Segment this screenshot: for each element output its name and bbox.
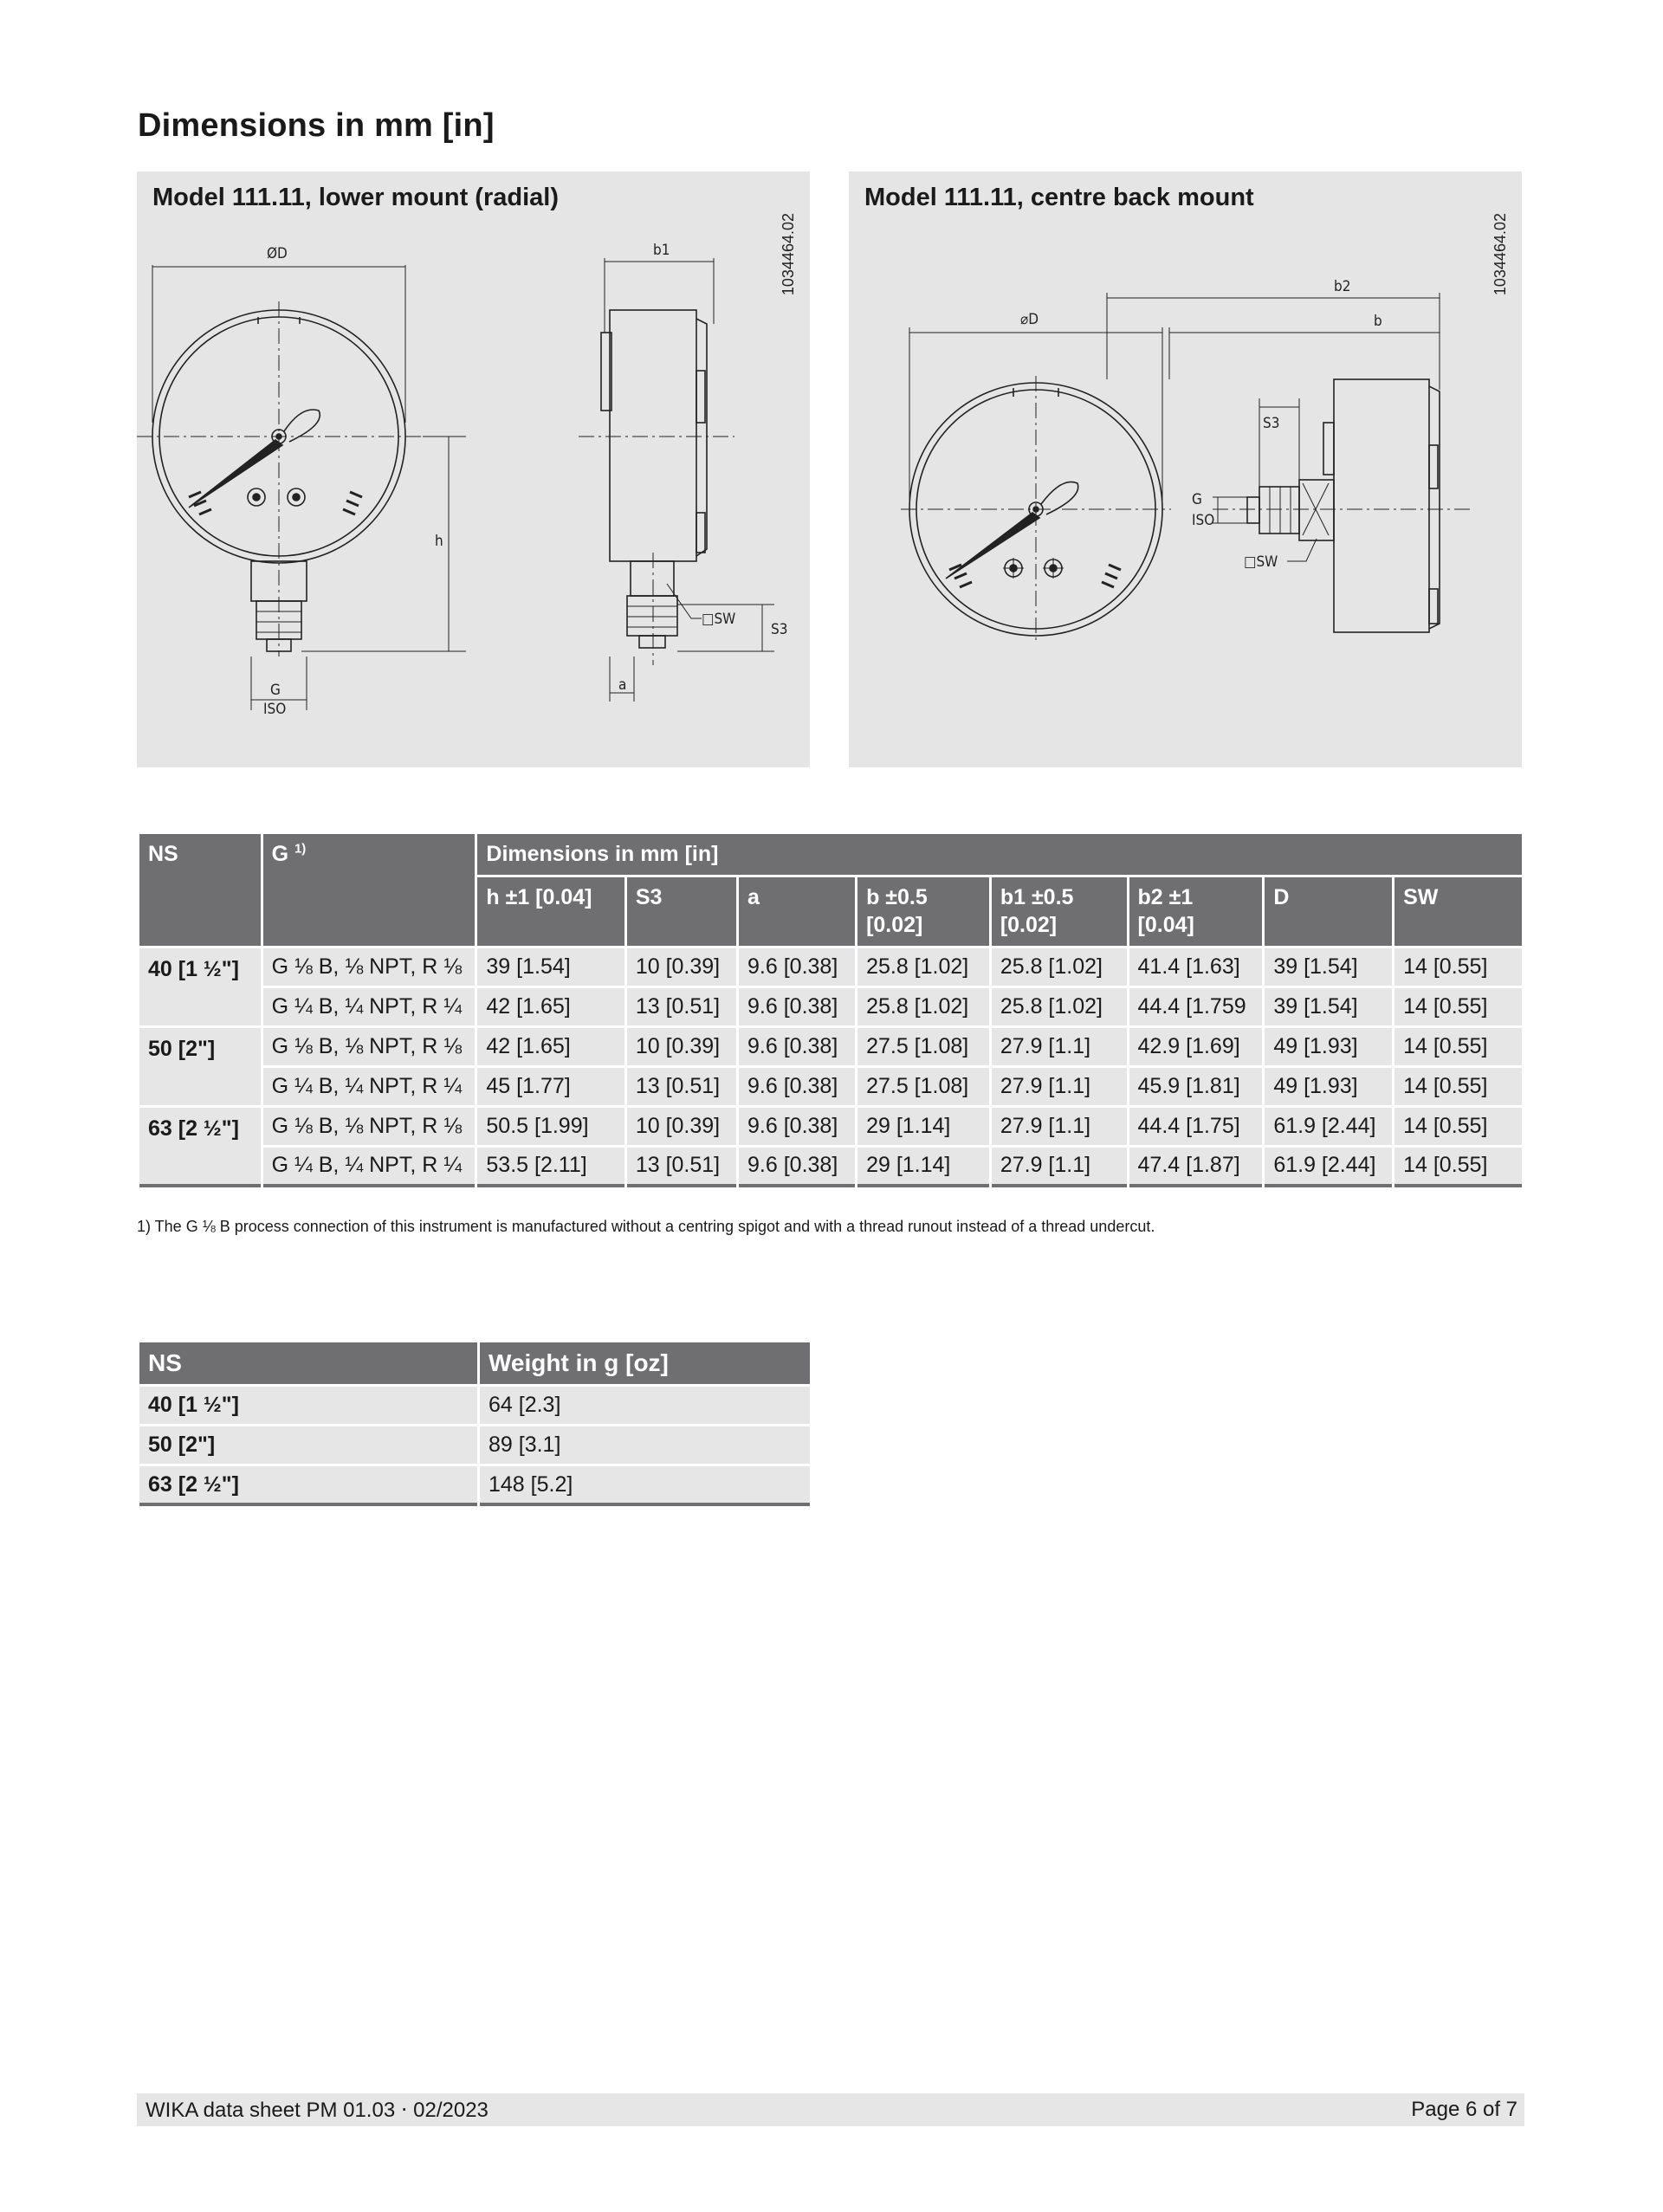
cell-h: 53.5 [2.11]	[477, 1148, 624, 1187]
dimensions-table	[137, 834, 1524, 1187]
header-d: D	[1265, 877, 1392, 948]
cell-a: 9.6 [0.38]	[739, 1148, 855, 1187]
cell-a: 9.6 [0.38]	[739, 948, 855, 988]
cell-b1: 27.9 [1.1]	[992, 1148, 1127, 1187]
table-row	[139, 988, 1522, 1028]
cell-h: 50.5 [1.99]	[477, 1108, 624, 1148]
cell-ns: 40 [1 ½"]	[139, 1387, 477, 1426]
cell-ns: 50 [2"]	[139, 1028, 261, 1108]
label-s3: S3	[771, 621, 788, 638]
cell-g: G ¼ B, ¼ NPT, R ¼	[263, 988, 476, 1028]
label-g: G	[270, 682, 281, 699]
cell-weight: 89 [3.1]	[480, 1426, 810, 1466]
header-s3: S3	[627, 877, 736, 948]
cell-sw: 14 [0.55]	[1394, 948, 1522, 988]
cell-s3: 13 [0.51]	[627, 1068, 736, 1108]
cell-s3: 10 [0.39]	[627, 1028, 736, 1068]
footnote: 1) The G ⅛ B process connection of this instrument is manufactured without a centring spigot and with a thread runout instead of a thread undercut.	[137, 1218, 1155, 1235]
cell-g: G ⅛ B, ⅛ NPT, R ⅛	[263, 1028, 476, 1068]
cell-sw: 14 [0.55]	[1394, 1108, 1522, 1148]
cell-g: G ⅛ B, ⅛ NPT, R ⅛	[263, 948, 476, 988]
centre-back-mount-drawing	[849, 171, 1522, 767]
cell-b1: 27.9 [1.1]	[992, 1068, 1127, 1108]
cell-sw: 14 [0.55]	[1394, 988, 1522, 1028]
label-sw: □SW	[702, 611, 736, 628]
cell-b: 25.8 [1.02]	[857, 948, 989, 988]
cell-ns: 63 [2 ½"]	[139, 1108, 261, 1187]
cell-sw: 14 [0.55]	[1394, 1028, 1522, 1068]
cell-sw: 14 [0.55]	[1394, 1148, 1522, 1187]
table-row	[139, 1148, 1522, 1187]
table-row	[139, 1028, 1522, 1068]
lower-mount-drawing	[137, 171, 810, 767]
label-diameter: ⌀D	[1020, 311, 1039, 328]
drawing-title: Model 111.11, lower mount (radial)	[152, 184, 559, 211]
label-iso: ISO	[263, 701, 287, 718]
table-row	[139, 1387, 810, 1426]
footer-document-id: WIKA data sheet PM 01.03 ⋅ 02/2023	[146, 2098, 489, 2122]
cell-d: 39 [1.54]	[1265, 988, 1392, 1028]
cell-b2: 41.4 [1.63]	[1129, 948, 1263, 988]
cell-d: 61.9 [2.44]	[1265, 1108, 1392, 1148]
label-s3: S3	[1263, 415, 1280, 432]
label-h: h	[435, 533, 443, 550]
label-iso: ISO	[1192, 512, 1215, 529]
cell-b1: 25.8 [1.02]	[992, 948, 1127, 988]
table-row	[139, 1108, 1522, 1148]
header-a: a	[739, 877, 855, 948]
header-h: h ±1 [0.04]	[477, 877, 624, 948]
header-g: G $^{1)}$	[263, 834, 476, 948]
drawing-panel-lower-mount	[137, 171, 810, 767]
cell-h: 45 [1.77]	[477, 1068, 624, 1108]
cell-ns: 50 [2"]	[139, 1426, 477, 1466]
cell-a: 9.6 [0.38]	[739, 1108, 855, 1148]
header-weight: Weight in g [oz]	[480, 1342, 810, 1387]
cell-a: 9.6 [0.38]	[739, 988, 855, 1028]
cell-h: 42 [1.65]	[477, 988, 624, 1028]
cell-g: G ¼ B, ¼ NPT, R ¼	[263, 1068, 476, 1108]
cell-g: G ⅛ B, ⅛ NPT, R ⅛	[263, 1108, 476, 1148]
label-g: G	[1192, 491, 1202, 508]
label-a: a	[618, 676, 627, 694]
cell-d: 61.9 [2.44]	[1265, 1148, 1392, 1187]
cell-h: 39 [1.54]	[477, 948, 624, 988]
cell-b: 27.5 [1.08]	[857, 1068, 989, 1108]
cell-b2: 42.9 [1.69]	[1129, 1028, 1263, 1068]
drawing-id: 1034464.02	[780, 213, 797, 296]
header-ns: NS	[139, 1342, 477, 1387]
cell-s3: 10 [0.39]	[627, 948, 736, 988]
page-title: Dimensions in mm [in]	[138, 107, 495, 144]
cell-ns: 63 [2 ½"]	[139, 1466, 477, 1506]
cell-b: 29 [1.14]	[857, 1108, 989, 1148]
cell-b2: 44.4 [1.75]	[1129, 1108, 1263, 1148]
header-ns: NS	[139, 834, 261, 948]
label-b: b	[1374, 313, 1382, 330]
header-sw: SW	[1394, 877, 1522, 948]
label-b1: b1	[653, 242, 670, 259]
cell-g: G ¼ B, ¼ NPT, R ¼	[263, 1148, 476, 1187]
cell-b1: 27.9 [1.1]	[992, 1028, 1127, 1068]
cell-b2: 45.9 [1.81]	[1129, 1068, 1263, 1108]
cell-a: 9.6 [0.38]	[739, 1028, 855, 1068]
header-b2: b2 ±1 [0.04]	[1129, 877, 1263, 948]
drawing-title: Model 111.11, centre back mount	[864, 184, 1254, 211]
cell-weight: 148 [5.2]	[480, 1466, 810, 1506]
label-sw: □SW	[1244, 553, 1278, 571]
label-diameter: ØD	[267, 245, 288, 262]
cell-b1: 25.8 [1.02]	[992, 988, 1127, 1028]
cell-a: 9.6 [0.38]	[739, 1068, 855, 1108]
table-row	[139, 1466, 810, 1506]
cell-b2: 44.4 [1.759	[1129, 988, 1263, 1028]
cell-b: 27.5 [1.08]	[857, 1028, 989, 1068]
table-row	[139, 948, 1522, 988]
cell-s3: 13 [0.51]	[627, 1148, 736, 1187]
label-b2: b2	[1334, 278, 1351, 295]
table-row	[139, 1426, 810, 1466]
cell-s3: 10 [0.39]	[627, 1108, 736, 1148]
footer-page-number: Page 6 of 7	[1411, 2098, 1517, 2121]
weight-table	[137, 1342, 812, 1506]
cell-d: 49 [1.93]	[1265, 1028, 1392, 1068]
page-footer	[137, 2093, 1524, 2126]
cell-weight: 64 [2.3]	[480, 1387, 810, 1426]
cell-h: 42 [1.65]	[477, 1028, 624, 1068]
cell-b: 29 [1.14]	[857, 1148, 989, 1187]
header-b1: b1 ±0.5 [0.02]	[992, 877, 1127, 948]
cell-d: 49 [1.93]	[1265, 1068, 1392, 1108]
cell-b1: 27.9 [1.1]	[992, 1108, 1127, 1148]
drawing-id: 1034464.02	[1492, 213, 1509, 296]
cell-ns: 40 [1 ½"]	[139, 948, 261, 1028]
cell-s3: 13 [0.51]	[627, 988, 736, 1028]
cell-d: 39 [1.54]	[1265, 948, 1392, 988]
header-b: b ±0.5 [0.02]	[857, 877, 989, 948]
header-dimensions: Dimensions in mm [in]	[477, 834, 1522, 877]
cell-b: 25.8 [1.02]	[857, 988, 989, 1028]
cell-b2: 47.4 [1.87]	[1129, 1148, 1263, 1187]
cell-sw: 14 [0.55]	[1394, 1068, 1522, 1108]
drawing-panel-centre-back	[849, 171, 1522, 767]
table-row	[139, 1068, 1522, 1108]
